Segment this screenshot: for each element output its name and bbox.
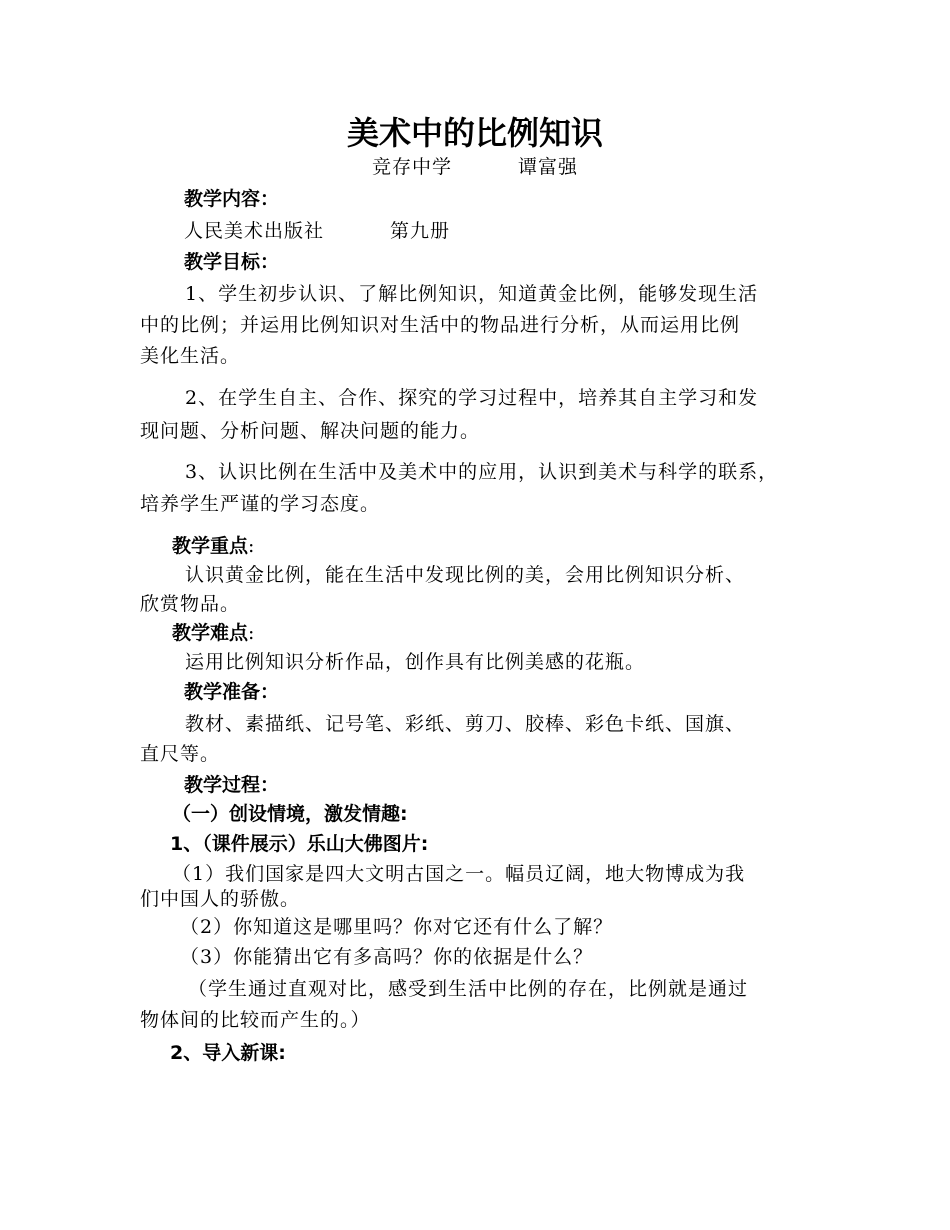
process-heading: 教学过程： bbox=[184, 774, 280, 796]
goals-heading: 教学目标： bbox=[184, 251, 280, 273]
question-1-line-1: （1）我们国家是四大文明古国之一。幅员辽阔，地大物博成为我 bbox=[172, 863, 746, 885]
difficulties-heading bbox=[172, 621, 255, 645]
publisher: 人民美术出版社 bbox=[184, 220, 325, 242]
question-1-line-2: 们中国人的骄傲。 bbox=[140, 888, 301, 910]
school-name: 竞存中学 bbox=[371, 156, 452, 178]
content-source bbox=[184, 219, 450, 243]
key-points-heading bbox=[172, 534, 255, 558]
note-line-1: （学生通过直观对比，感受到生活中比例的存在，比例就是通过 bbox=[188, 978, 749, 1000]
key-points-heading-colon: : bbox=[248, 535, 256, 557]
difficulties-heading-colon: : bbox=[248, 622, 256, 644]
goal-2-line-1: 2、在学生自主、合作、探究的学习过程中，培养其自主学习和发 bbox=[185, 387, 759, 409]
preparation-line-2: 直尺等。 bbox=[140, 743, 221, 765]
process-step-1: 1、（课件展示）乐山大佛图片: bbox=[170, 833, 429, 855]
content-heading: 教学内容： bbox=[184, 188, 280, 210]
difficulties-heading-text: 教学难点 bbox=[172, 622, 249, 644]
note-line-2: 物体间的比较而产生的。） bbox=[140, 1009, 371, 1031]
author-name: 谭富强 bbox=[518, 156, 579, 178]
question-3: （3）你能猜出它有多高吗？你的依据是什么？ bbox=[180, 946, 594, 968]
goal-3-line-1: 3、认识比例在生活中及美术中的应用，认识到美术与科学的联系， bbox=[185, 461, 779, 483]
goal-2-line-2: 现问题、分析问题、解决问题的能力。 bbox=[140, 420, 481, 442]
preparation-line-1: 教材、素描纸、记号笔、彩纸、剪刀、胶棒、彩色卡纸、国旗、 bbox=[185, 713, 746, 735]
preparation-heading: 教学准备： bbox=[184, 681, 280, 703]
goal-1-line-3: 美化生活。 bbox=[140, 345, 241, 367]
question-2: （2）你知道这是哪里吗？你对它还有什么了解？ bbox=[180, 916, 614, 938]
goal-3-line-2: 培养学生严谨的学习态度。 bbox=[140, 493, 381, 515]
difficulties-line-1: 运用比例知识分析作品，创作具有比例美感的花瓶。 bbox=[185, 651, 646, 673]
process-step-2: 2、导入新课: bbox=[170, 1042, 286, 1064]
goal-1-line-2: 中的比例；并运用比例知识对生活中的物品进行分析，从而运用比例 bbox=[140, 314, 741, 336]
document-title: 美术中的比例知识 bbox=[346, 114, 603, 152]
goal-1-line-1: 1、学生初步认识、了解比例知识，知道黄金比例，能够发现生活 bbox=[185, 283, 759, 305]
key-points-line-2: 欣赏物品。 bbox=[140, 593, 241, 615]
key-points-line-1: 认识黄金比例，能在生活中发现比例的美，会用比例知识分析、 bbox=[185, 564, 746, 586]
author-line bbox=[0, 155, 950, 179]
process-section-1: （一）创设情境，激发情趣: bbox=[172, 803, 408, 825]
key-points-heading-text: 教学重点 bbox=[172, 535, 249, 557]
volume: 第九册 bbox=[390, 220, 451, 242]
